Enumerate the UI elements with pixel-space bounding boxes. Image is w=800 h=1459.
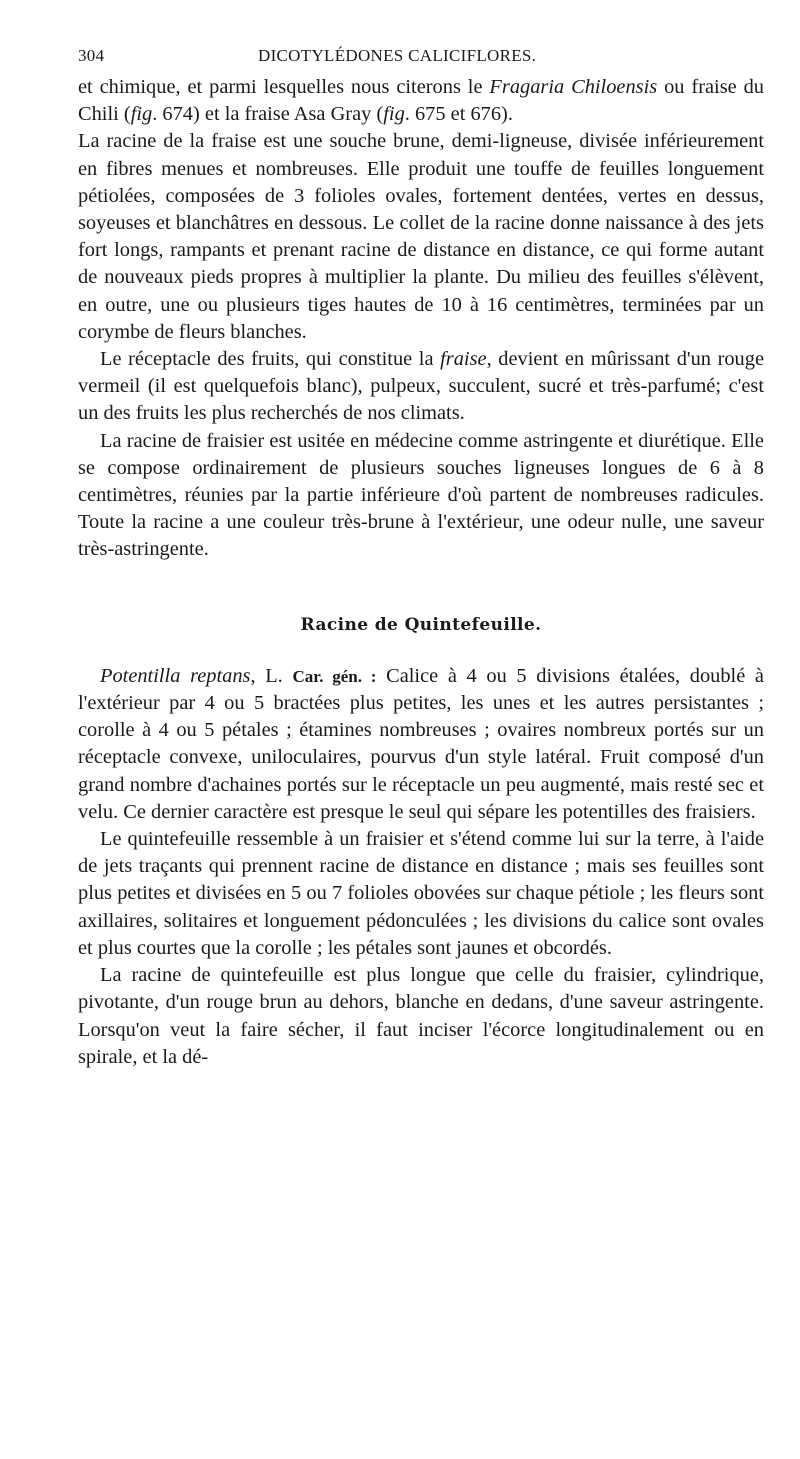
figure-ref: fig [383, 103, 405, 126]
paragraph-generic-characters [78, 663, 764, 826]
text-run: , devient en mûrissant d'un rouge vermeil (il est quelquefois blanc), pulpeux, succulent, sucré et très-parfumé; c'est un des fruits les plus recherchés de nos climats. [78, 348, 764, 425]
figure-ref: fig [130, 103, 153, 126]
text-run: . 675 et 676). [404, 103, 513, 126]
section-heading: Racine de Quintefeuille. [300, 614, 542, 635]
page-number: 304 [78, 46, 105, 65]
paragraph-medical-use: La racine de fraisier est usitée en médecine comme astringente et diurétique. Elle se compose ordinairement de plusieurs souches ligneuses longues de 6 à 8 centimètres, réunies par la partie inférieure d'où partent de nombreuses radicules. Toute la racine a une couleur très-brune à l'extérieur, une odeur nulle, une saveur très-astringente. [78, 429, 764, 561]
paragraph-root-description: La racine de la fraise est une souche brune, demi-ligneuse, divisée inférieurement en fibres menues et nombreuses. Elle produit une touffe de feuilles longuement pétiolées, composées de 3 folioles ovales, fortement dentées, vertes en dessus, soyeuses et blanchâtres en dessous. Le collet de la racine donne naissance à des jets fort longs, rampants et prenant racine de distance en distance, ce qui forme autant de nouveaux pieds propres à multiplier la plante. Du milieu des feuilles s'élèvent, en outre, une ou plusieurs tiges hautes de 10 à 16 centimètres, terminées par un corymbe de fleurs blanches. [78, 130, 764, 343]
paragraph-continuation [78, 74, 764, 128]
paragraph-receptacle [78, 346, 764, 428]
text-run: , L. [250, 664, 293, 687]
italic-term: fraise [440, 348, 487, 371]
paragraph-quintefeuille-root: La racine de quintefeuille est plus longue que celle du fraisier, cylindrique, pivotante, d'un rouge brun au dehors, blanche en dedans, d'une saveur astringente. Lorsqu'on veut la faire sécher, il faut inciser l'écorce longitudinalement ou en spirale, et la dé- [78, 964, 764, 1068]
text-run: Le réceptacle des fruits, qui constitue la [100, 348, 441, 371]
species-name: Potentilla reptans [100, 664, 251, 687]
generic-characters-label: Car. gén. : [292, 666, 377, 686]
text-run: ou fraise du Chili ( [78, 76, 764, 126]
text-run: et chimique, et parmi lesquelles nous citerons le [78, 76, 490, 98]
text-run: . 674) et la fraise Asa Gray ( [152, 103, 384, 126]
running-title: DICOTYLÉDONES CALICIFLORES. [258, 46, 537, 65]
body-text [78, 74, 764, 1071]
running-head [78, 38, 764, 74]
text-run: Calice à 4 ou 5 divisions étalées, doublé à l'extérieur par 4 ou 5 bractées plus petites, les unes et les autres persistantes ; corolle à 4 ou 5 pétales ; étamines nombreuses ; ovaires nombreux portés sur un réceptacle convexe, uniloculaires, pourvus d'un style latéral. Fruit composé d'un grand nombre d'achaines portés sur le réceptacle un peu augmenté, mais resté sec et velu. Ce dernier caractère est presque le seul qui sépare les potentilles des fraisiers. [78, 664, 764, 823]
paragraph-quintefeuille-description: Le quintefeuille ressemble à un fraisier et s'étend comme lui sur la terre, à l'aide de jets traçants qui prennent racine de distance en distance ; mais ses feuilles sont plus petites et divisées en 5 ou 7 folioles obovées sur chaque pétiole ; les fleurs sont axillaires, solitaires et longuement pédonculées ; les divisions du calice sont ovales et plus courtes que la corolle ; les pétales sont jaunes et obcordés. [78, 828, 764, 959]
species-name: Fragaria Chiloensis [489, 76, 658, 98]
